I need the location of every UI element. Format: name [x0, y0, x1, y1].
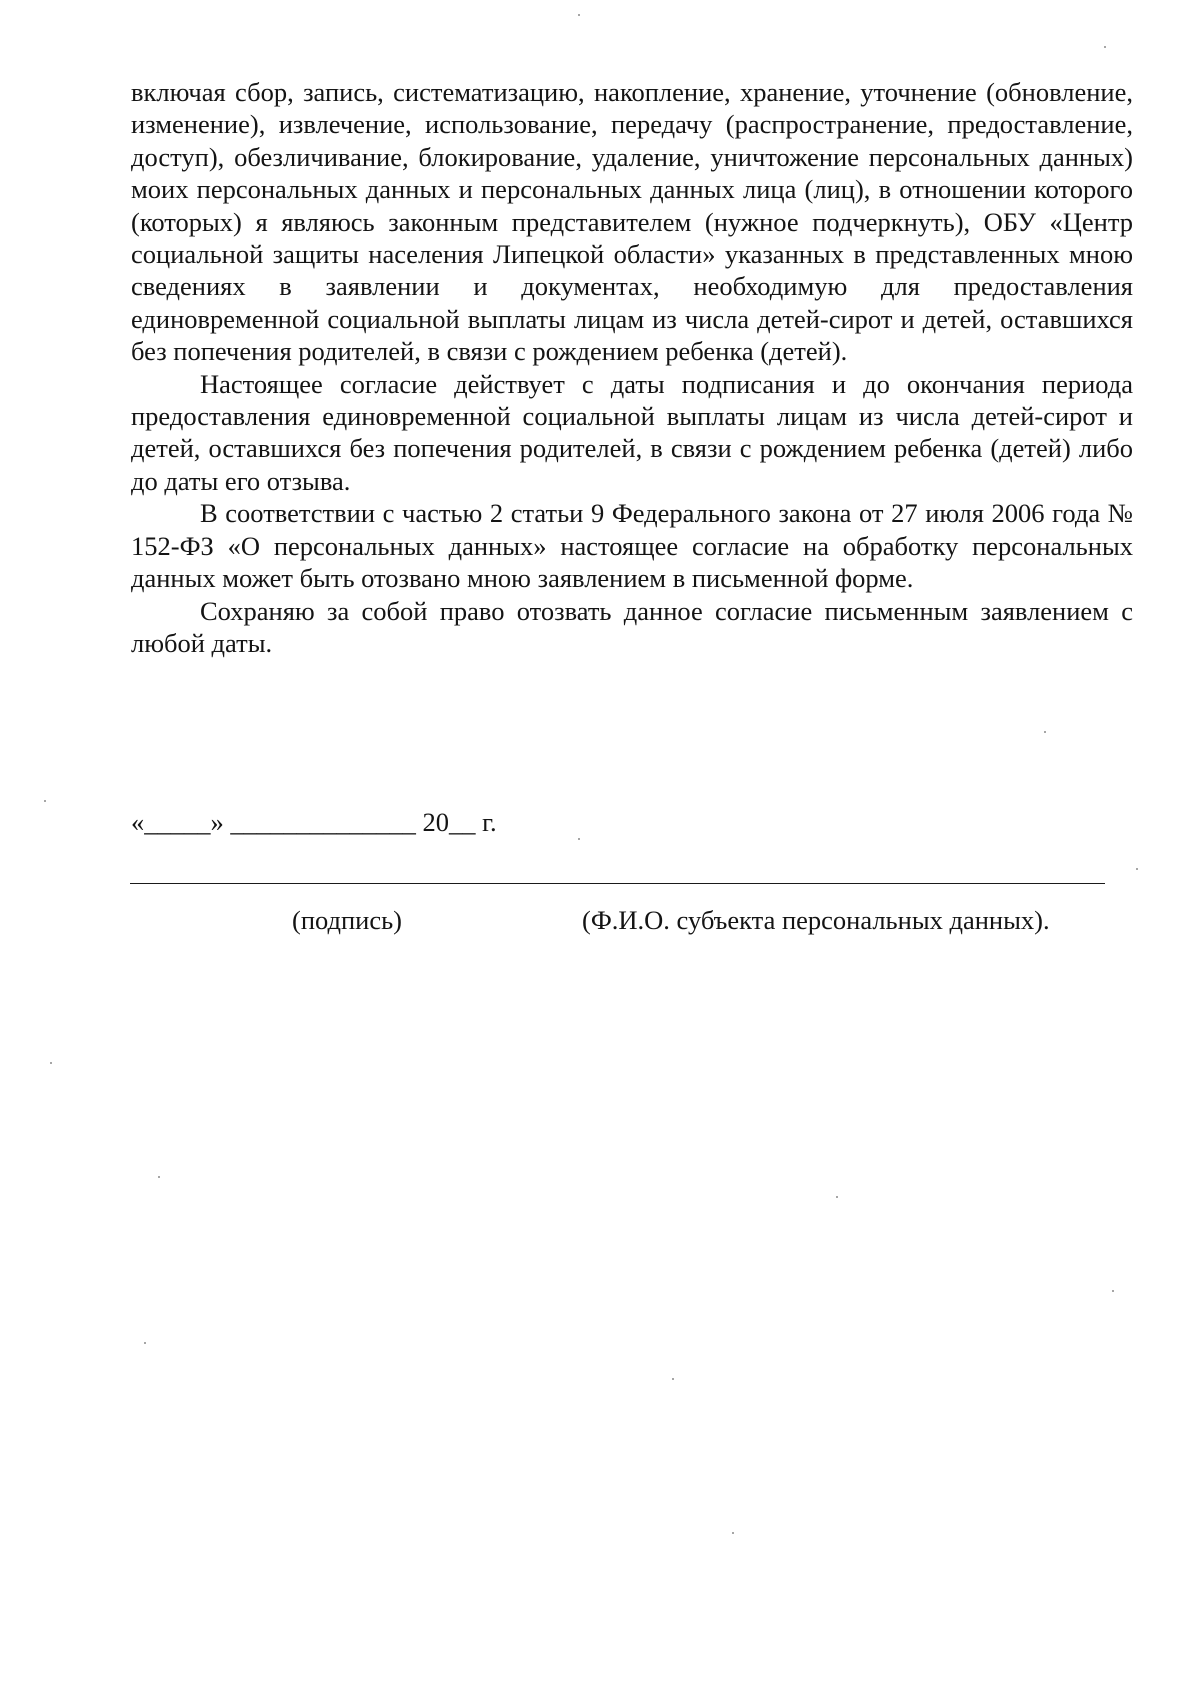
scan-speck [1104, 46, 1106, 48]
scan-speck [1044, 731, 1046, 733]
scan-speck [158, 1176, 160, 1178]
paragraph-revocation-law: В соответствии с частью 2 статьи 9 Федерального закона от 27 июля 2006 года № 152-ФЗ «О персональных данных» настоящее согласие на обработку персональных данных может быть отозвано мною заявлением в письменной форме. [131, 498, 1133, 594]
scan-speck [836, 1196, 838, 1198]
scan-speck [732, 1532, 734, 1534]
date-line: «_____» ______________ 20__ г. [131, 807, 497, 837]
scan-speck [578, 838, 580, 840]
scan-speck [578, 14, 580, 16]
full-name-label: (Ф.И.О. субъекта персональных данных). [582, 905, 1050, 935]
scan-speck [672, 1378, 674, 1380]
scan-speck [50, 1062, 52, 1064]
paragraph-right-to-revoke: Сохраняю за собой право отозвать данное согласие письменным заявлением с любой даты. [131, 595, 1133, 658]
scan-speck [144, 1342, 146, 1344]
consent-body [131, 76, 1133, 659]
paragraph-processing-scope: включая сбор, запись, систематизацию, накопление, хранение, уточнение (обновление, изменение), извлечение, использование, передачу (распространение, предоставление, доступ), обезличивание, блокирование, удаление, уничтожение персональных данных) моих персональных данных и персональных данных лица (лиц), в отношении которого (которых) я являюсь законным представителем (нужное подчеркнуть), ОБУ «Центр социальной защиты населения Липецкой области» указанных в представленных мною сведениях в заявлении и документах, необходимую для предоставления единовременной социальной выплаты лицам из числа детей-сирот и детей, оставшихся без попечения родителей, в связи с рождением ребенка (детей). [131, 77, 1133, 367]
paragraph-validity-period: Настоящее согласие действует с даты подписания и до окончания периода предоставления единовременной социальной выплаты лицам из числа детей-сирот и детей, оставшихся без попечения родителей, в связи с рождением ребенка (детей) либо до даты его отзыва. [131, 368, 1133, 496]
scan-speck [44, 800, 46, 802]
signature-label: (подпись) [292, 905, 403, 935]
signature-line [130, 883, 1105, 884]
scan-speck [1136, 868, 1138, 870]
scan-speck [1112, 1290, 1114, 1292]
